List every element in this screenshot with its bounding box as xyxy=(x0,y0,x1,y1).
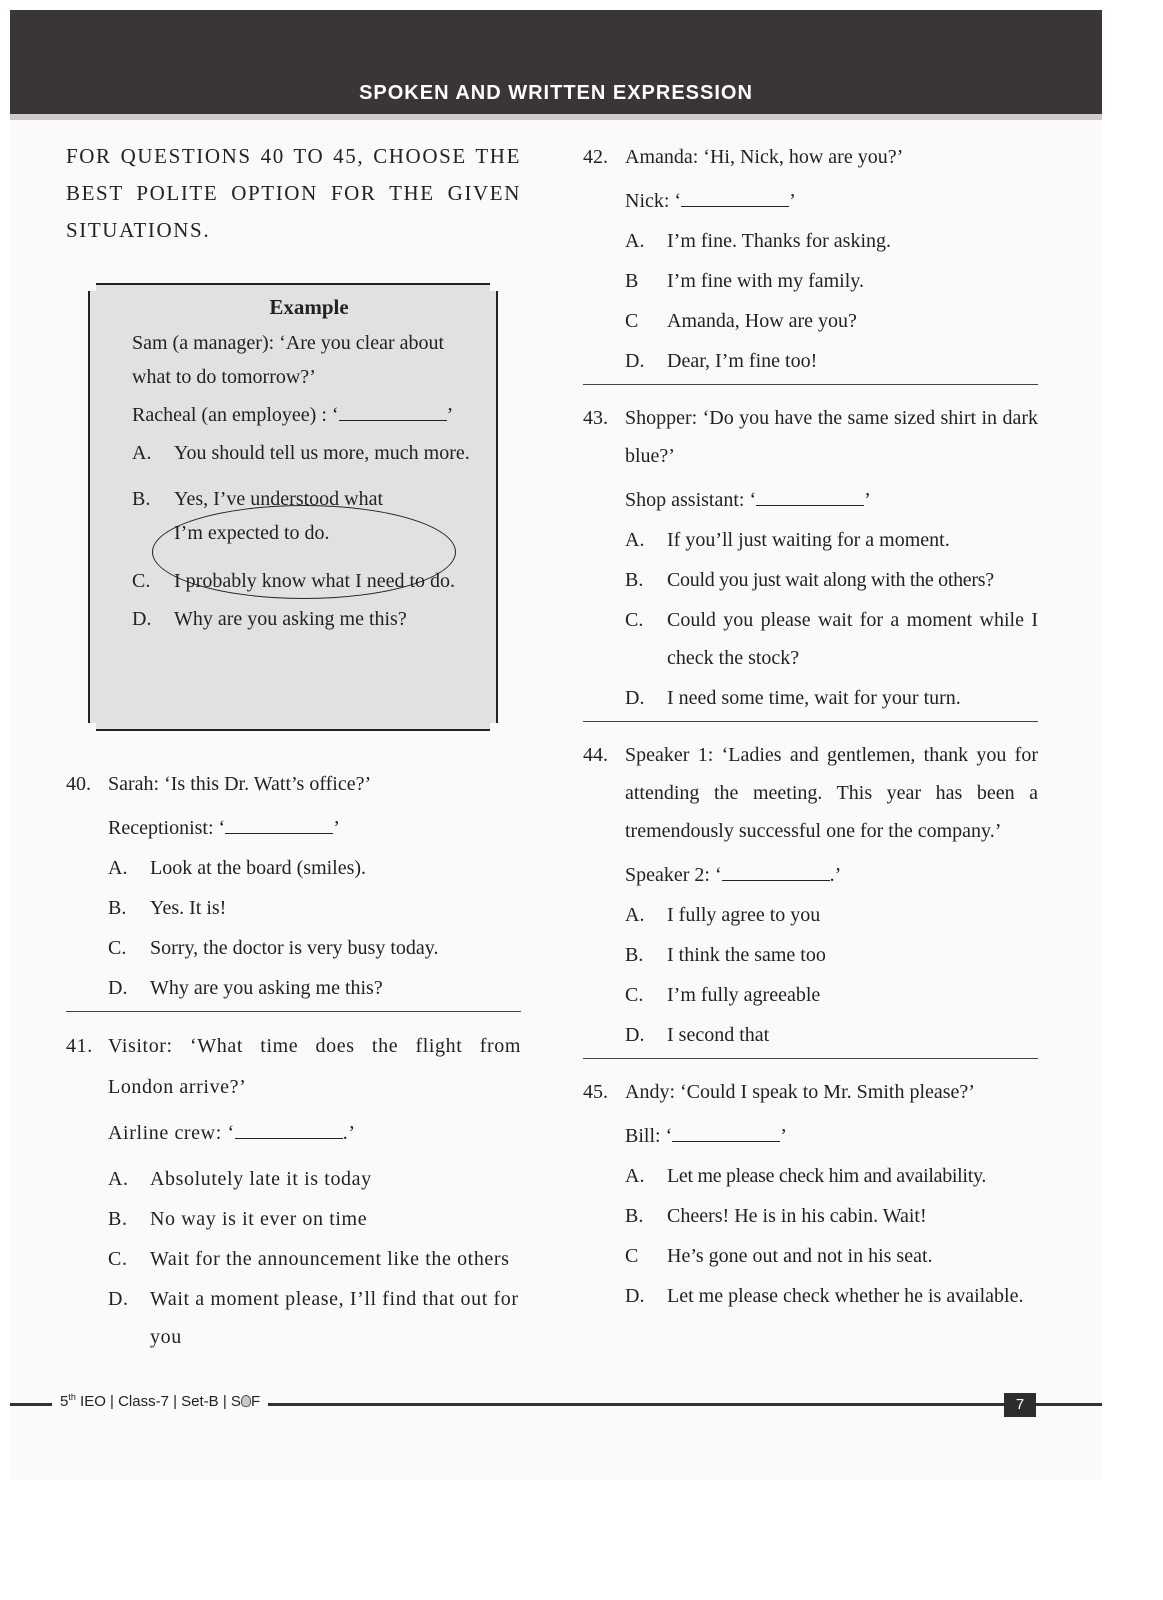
option-letter: D. xyxy=(625,1285,645,1307)
answer-blank xyxy=(756,489,864,506)
answer-option[interactable] xyxy=(625,521,1038,559)
option-text: Cheers! He is in his cabin. Wait! xyxy=(667,1205,927,1227)
left-column xyxy=(66,138,521,1356)
brand-f: F xyxy=(250,1393,261,1410)
option-text: Could you please wait for a moment while I check the stock? xyxy=(667,609,1038,669)
example-option xyxy=(132,436,486,470)
question-stem xyxy=(66,765,521,803)
response-end: ’ xyxy=(864,489,871,511)
response-line xyxy=(108,1114,521,1152)
bulb-icon xyxy=(241,1395,251,1407)
question-number: 40. xyxy=(66,773,91,795)
response-end: ’ xyxy=(780,1125,787,1147)
answer-option[interactable] xyxy=(625,1016,1038,1054)
response-speaker: Nick: ‘ xyxy=(625,190,682,212)
footer-edition-suffix: th xyxy=(68,1392,76,1402)
question-stem xyxy=(66,1026,521,1108)
question-stem xyxy=(583,138,1038,176)
option-text: I probably know what I need to do. xyxy=(174,570,456,592)
response-speaker: Airline crew: ‘ xyxy=(108,1122,235,1144)
answer-option[interactable] xyxy=(108,849,521,887)
option-letter: B. xyxy=(132,488,151,510)
answer-option[interactable] xyxy=(625,601,1038,677)
option-letter: D. xyxy=(108,1288,129,1310)
response-end: ’ xyxy=(789,190,796,212)
response-line xyxy=(625,481,1038,519)
option-letter: B. xyxy=(625,944,644,966)
example-response xyxy=(132,398,486,432)
option-text: I second that xyxy=(667,1024,770,1046)
instruction-text: FOR QUESTIONS 40 TO 45, CHOOSE THE BEST POLITE OPTION FOR THE GIVEN SITUATIONS. xyxy=(66,144,521,242)
answer-option[interactable] xyxy=(108,929,521,967)
option-letter: C xyxy=(625,1245,639,1267)
answer-option[interactable] xyxy=(625,1237,1038,1275)
option-text: Amanda, How are you? xyxy=(667,310,857,332)
option-letter: D. xyxy=(625,687,645,709)
response-speaker: Bill: ‘ xyxy=(625,1125,673,1147)
answer-circle xyxy=(152,505,456,599)
option-text: You should tell us more, much more. xyxy=(174,442,470,464)
option-letter: A. xyxy=(625,529,645,551)
question-divider xyxy=(583,384,1038,385)
option-text: No way is it ever on time xyxy=(150,1208,368,1230)
option-letter: D. xyxy=(108,977,128,999)
answer-option[interactable] xyxy=(625,1277,1038,1315)
option-text: Yes, I’ve understood what I’m expected to do. xyxy=(174,488,384,544)
option-text: Why are you asking me this? xyxy=(174,608,407,630)
question-text: Sarah: ‘Is this Dr. Watt’s office?’ xyxy=(108,773,372,795)
question-text: Andy: ‘Could I speak to Mr. Smith please?’ xyxy=(625,1081,975,1103)
answer-option[interactable] xyxy=(108,889,521,927)
question-42 xyxy=(583,138,1038,385)
option-letter: B. xyxy=(625,1205,644,1227)
question-40 xyxy=(66,765,521,1012)
brand-s: S xyxy=(230,1393,241,1410)
answer-option[interactable] xyxy=(108,1280,521,1356)
option-letter: C. xyxy=(108,1248,128,1270)
option-letter: B. xyxy=(108,897,127,919)
option-text: I fully agree to you xyxy=(667,904,821,926)
option-text: I’m fine. Thanks for asking. xyxy=(667,230,892,252)
answer-option[interactable] xyxy=(108,1240,521,1278)
question-stem xyxy=(583,1073,1038,1111)
page-number: 7 xyxy=(1004,1393,1036,1417)
option-text: I’m fine with my family. xyxy=(667,270,864,292)
example-prompt: Sam (a manager): ‘Are you clear about what to do tomorrow?’ xyxy=(132,332,445,388)
option-letter: C. xyxy=(132,570,151,592)
response-end: ’ xyxy=(333,817,340,839)
example-response-end: ’ xyxy=(446,404,454,426)
question-stem xyxy=(583,736,1038,850)
answer-blank xyxy=(722,864,830,881)
option-letter: B xyxy=(625,270,639,292)
question-41 xyxy=(66,1026,521,1356)
response-speaker: Shop assistant: ‘ xyxy=(625,489,757,511)
option-text: Sorry, the doctor is very busy today. xyxy=(150,937,439,959)
option-text: Let me please check him and availability. xyxy=(667,1165,987,1187)
option-text: Wait a moment please, I’ll find that out for you xyxy=(150,1288,519,1348)
option-text: I think the same too xyxy=(667,944,826,966)
box-corner xyxy=(490,723,498,731)
example-box xyxy=(88,283,498,731)
right-column xyxy=(583,138,1038,1315)
option-letter: D. xyxy=(132,608,152,630)
option-text: Absolutely late it is today xyxy=(150,1168,372,1190)
example-heading: Example xyxy=(269,295,349,319)
example-response-speaker: Racheal (an employee) : ‘ xyxy=(132,404,339,426)
option-text: I’m fully agreeable xyxy=(667,984,821,1006)
option-letter: A. xyxy=(108,857,128,879)
response-line xyxy=(108,809,521,847)
response-line xyxy=(625,1117,1038,1155)
answer-option[interactable] xyxy=(625,262,1038,300)
option-letter: C. xyxy=(625,984,644,1006)
question-number: 44. xyxy=(583,744,608,766)
answer-option[interactable] xyxy=(108,969,521,1007)
question-43 xyxy=(583,399,1038,722)
question-number: 42. xyxy=(583,146,608,168)
response-line xyxy=(625,182,1038,220)
option-text: If you’ll just waiting for a moment. xyxy=(667,529,950,551)
option-letter: A. xyxy=(132,442,152,464)
answer-option[interactable] xyxy=(625,561,1038,599)
answer-blank xyxy=(339,404,447,421)
answer-option[interactable] xyxy=(108,1160,521,1198)
question-text: Visitor: ‘What time does the flight from London arrive?’ xyxy=(108,1035,521,1098)
option-letter: A. xyxy=(625,1165,645,1187)
option-text: Look at the board (smiles). xyxy=(150,857,367,879)
option-letter: A. xyxy=(625,230,645,252)
answer-option[interactable] xyxy=(625,936,1038,974)
option-letter: A. xyxy=(625,904,645,926)
question-44 xyxy=(583,736,1038,1059)
option-text: I need some time, wait for your turn. xyxy=(667,687,961,709)
option-letter: A. xyxy=(108,1168,129,1190)
option-text: Yes. It is! xyxy=(150,897,227,919)
banner-strip xyxy=(10,114,1102,120)
question-stem xyxy=(583,399,1038,475)
answer-option[interactable] xyxy=(625,1197,1038,1235)
option-letter: B. xyxy=(108,1208,128,1230)
box-corner xyxy=(88,723,96,731)
box-corner xyxy=(88,283,96,291)
question-text: Shopper: ‘Do you have the same sized shirt in dark blue?’ xyxy=(625,407,1038,467)
response-speaker: Receptionist: ‘ xyxy=(108,817,226,839)
option-letter: C. xyxy=(625,609,644,631)
box-corner xyxy=(490,283,498,291)
question-text: Speaker 1: ‘Ladies and gentlemen, thank you for attending the meeting. This year has been a tremendously successful one for the company.’ xyxy=(625,744,1038,842)
example-option xyxy=(132,602,486,636)
answer-option[interactable] xyxy=(625,976,1038,1014)
answer-blank xyxy=(672,1125,780,1142)
response-line xyxy=(625,856,1038,894)
answer-blank xyxy=(681,190,789,207)
option-text: Could you just wait along with the others? xyxy=(667,569,994,591)
question-number: 45. xyxy=(583,1081,608,1103)
option-text: Dear, I’m fine too! xyxy=(667,350,818,372)
option-text: He’s gone out and not in his seat. xyxy=(667,1245,933,1267)
footer-text: IEO | Class-7 | Set-B | xyxy=(75,1393,231,1410)
option-text: Why are you asking me this? xyxy=(150,977,383,999)
answer-option[interactable] xyxy=(625,222,1038,260)
answer-option[interactable] xyxy=(108,1200,521,1238)
response-end: .’ xyxy=(342,1122,356,1144)
option-letter: C. xyxy=(108,937,127,959)
question-number: 41. xyxy=(66,1035,93,1057)
response-end: .’ xyxy=(829,864,842,886)
option-letter: D. xyxy=(625,350,645,372)
question-45 xyxy=(583,1073,1038,1315)
question-divider xyxy=(66,1011,521,1012)
option-letter: D. xyxy=(625,1024,645,1046)
section-banner xyxy=(10,10,1102,114)
question-divider xyxy=(583,1058,1038,1059)
question-text: Amanda: ‘Hi, Nick, how are you?’ xyxy=(625,146,904,168)
footer-edition: 5 xyxy=(60,1393,69,1410)
answer-option[interactable] xyxy=(625,1157,1038,1195)
answer-blank xyxy=(235,1122,343,1139)
question-number: 43. xyxy=(583,407,608,429)
question-divider xyxy=(583,721,1038,722)
answer-option[interactable] xyxy=(625,896,1038,934)
option-letter: C xyxy=(625,310,639,332)
option-text: Let me please check whether he is available. xyxy=(667,1285,1024,1307)
section-title: SPOKEN AND WRITTEN EXPRESSION xyxy=(359,82,753,104)
option-letter: B. xyxy=(625,569,644,591)
answer-blank xyxy=(225,817,333,834)
answer-option[interactable] xyxy=(625,679,1038,717)
footer-label xyxy=(52,1392,268,1410)
answer-option[interactable] xyxy=(625,302,1038,340)
answer-option[interactable] xyxy=(625,342,1038,380)
option-text: Wait for the announcement like the others xyxy=(150,1248,510,1270)
response-speaker: Speaker 2: ‘ xyxy=(625,864,722,886)
